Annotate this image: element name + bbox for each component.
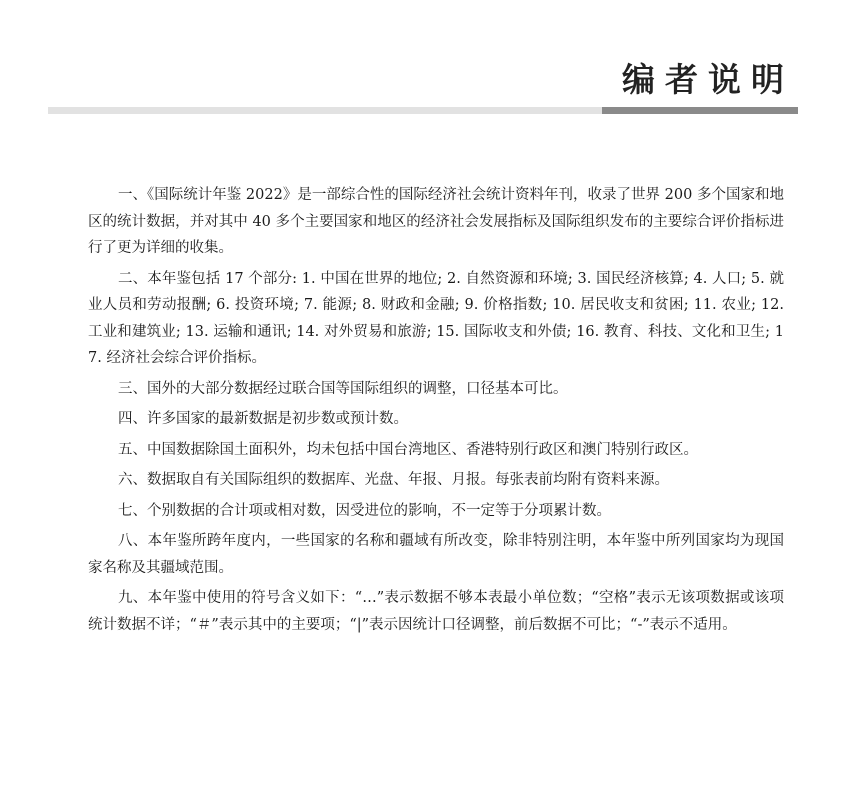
title-rule-dark [602, 107, 798, 114]
note-paragraph-8: 八、本年鉴所跨年度内，一些国家的名称和疆域有所改变，除非特别注明，本年鉴中所列国家均为现国家名称及其疆域范围。 [88, 533, 784, 576]
note-paragraph-3: 三、国外的大部分数据经过联合国等国际组织的调整，口径基本可比。 [118, 380, 568, 397]
note-paragraph-6: 六、数据取自有关国际组织的数据库、光盘、年报、月报。每张表前均附有资料来源。 [118, 472, 669, 488]
note-paragraph-7: 七、个别数据的合计项或相对数，因受进位的影响，不一定等于分项累计数。 [118, 502, 611, 519]
note-paragraph-2: 二、本年鉴包括 17 个部分: 1. 中国在世界的地位; 2. 自然资源和环境; 3. 国民经济核算; 4. 人口; 5. 就业人员和劳动报酬; 6. 投资环境; 7. 能源; 8. 财政和金融; 9. 价格指数; 10. 居民收支和贫困; 11. 农业; 12. 工业和建筑业; 13. 运输和通讯; 14. 对外贸易和旅游; 15. 国际收支和外债; 16. 教育、科技、文化和卫生; 17. 经济社会综合评价指标。 [88, 270, 784, 366]
page-title: 编者说明 [622, 60, 794, 99]
title-rule-light [48, 107, 608, 114]
note-paragraph-1: 一、《国际统计年鉴 2022》是一部综合性的国际经济社会统计资料年刊，收录了世界 200 多个国家和地区的统计数据，并对其中 40 多个主要国家和地区的经济社会发展指标及国际组织发布的主要综合评价指标进行了更为详细的收集。 [88, 187, 784, 256]
note-paragraph-9: 九、本年鉴中使用的符号含义如下：“…”表示数据不够本表最小单位数；“空格”表示无该项数据或该项统计数据不详；“＃”表示其中的主要项；“|”表示因统计口径调整，前后数据不可比；“-”表示不适用。 [88, 590, 784, 633]
note-paragraph-5: 五、中国数据除国土面积外，均未包括中国台湾地区、香港特别行政区和澳门特别行政区。 [118, 441, 698, 458]
editor-notes [88, 182, 784, 642]
note-paragraph-4: 四、许多国家的最新数据是初步数或预计数。 [118, 411, 408, 427]
